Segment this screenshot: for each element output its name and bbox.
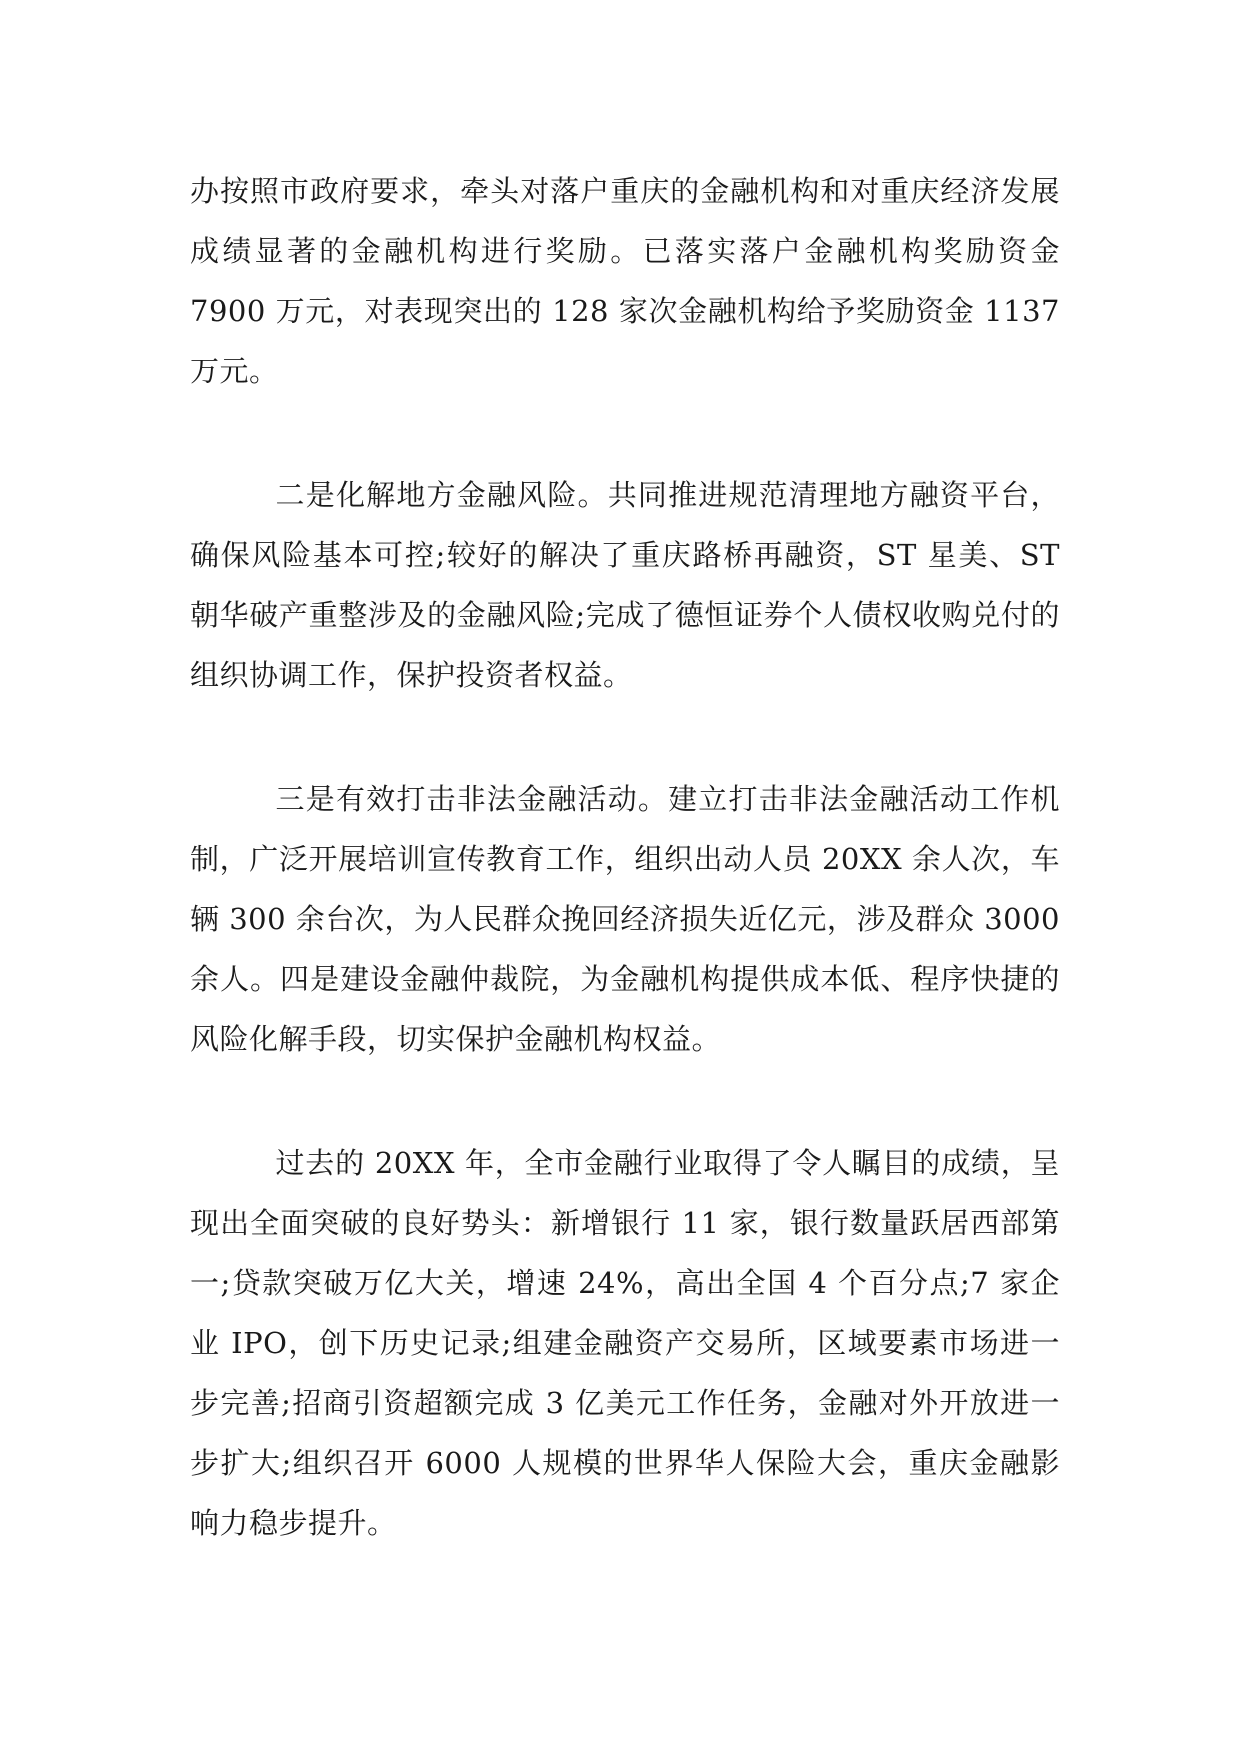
paragraph-annual-achievements: 过去的 20XX 年，全市金融行业取得了令人瞩目的成绩，呈现出全面突破的良好势头：新增银行 11 家，银行数量跃居西部第一;贷款突破万亿大关，增速 24%，高出全国 4 个百分点;7 家企业 IPO，创下历史记录;组建金融资产交易所，区域要素市场进一步完善;招商引资超额完成 3 亿美元工作任务，金融对外开放进一步扩大;组织召开 6000 人规模的世界华人保险大会，重庆金融影响力稳步提升。: [190, 1146, 1060, 1540]
paragraph-institution-rewards: 办按照市政府要求，牵头对落户重庆的金融机构和对重庆经济发展成绩显著的金融机构进行奖励。已落实落户金融机构奖励资金 7900 万元，对表现突出的 128 家次金融机构给予奖励资金 1137 万元。: [190, 174, 1060, 388]
document-body: [190, 161, 1060, 1617]
paragraph-local-financial-risk: 二是化解地方金融风险。共同推进规范清理地方融资平台，确保风险基本可控;较好的解决了重庆路桥再融资，ST 星美、ST 朝华破产重整涉及的金融风险;完成了德恒证券个人债权收购兑付的组织协调工作，保护投资者权益。: [190, 478, 1060, 692]
paragraph-illegal-financial-activities: 三是有效打击非法金融活动。建立打击非法金融活动工作机制，广泛开展培训宣传教育工作，组织出动人员 20XX 余人次，车辆 300 余台次，为人民群众挽回经济损失近亿元，涉及群众 3000 余人。四是建设金融仲裁院，为金融机构提供成本低、程序快捷的风险化解手段，切实保护金融机构权益。: [190, 782, 1060, 1056]
